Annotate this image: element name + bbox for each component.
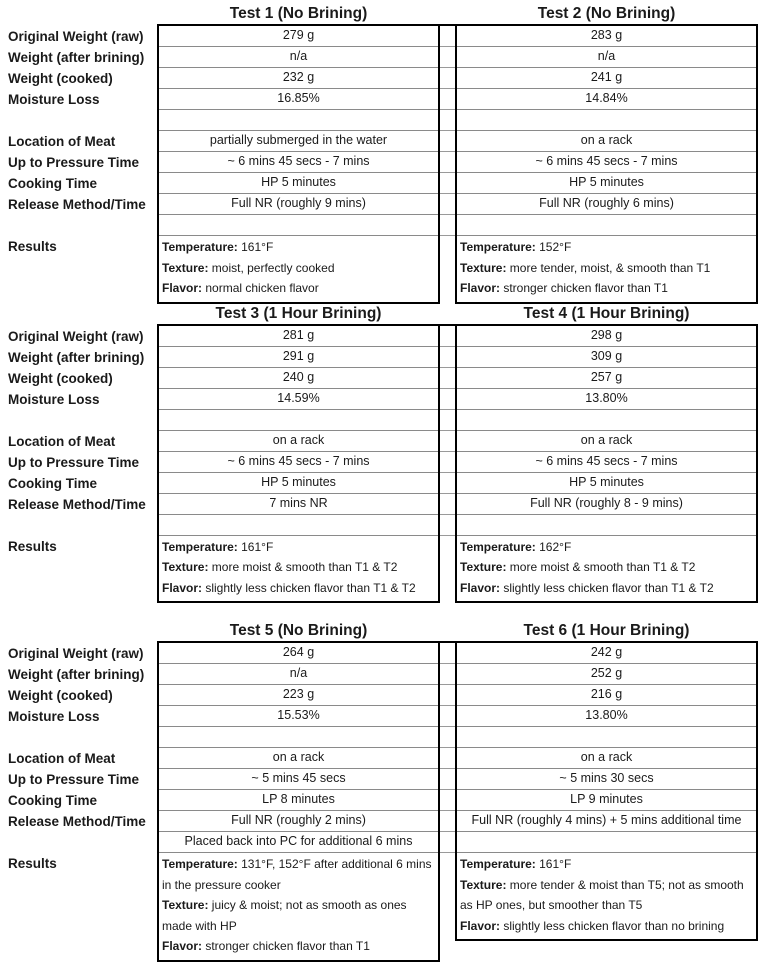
- result-field-label: Temperature:: [460, 857, 536, 871]
- row-label-column: [0, 304, 157, 557]
- spacer-gridline-cell: [440, 326, 455, 347]
- value-cell: 264 g: [159, 643, 438, 664]
- result-field-text: 131°F, 152°F after additional 6 mins in the pressure cooker: [162, 857, 432, 892]
- spacer-gridline-cell: [440, 748, 455, 769]
- spacer-gridline-cell: [440, 110, 455, 131]
- value-cell: 298 g: [457, 326, 756, 347]
- result-line: [460, 854, 754, 875]
- spacer-gridline-cell: [440, 26, 455, 47]
- result-line: [162, 278, 436, 299]
- test-title: Test 1 (No Brining): [229, 5, 368, 22]
- row-label: [0, 515, 157, 536]
- row-label: Location of Meat: [8, 134, 116, 149]
- value-cell: n/a: [159, 47, 438, 68]
- spacer-gridline-cell: [440, 89, 455, 110]
- spacer-gridline-cell: [440, 790, 455, 811]
- value-cell: on a rack: [159, 748, 438, 769]
- result-field-text: moist, perfectly cooked: [208, 260, 335, 275]
- spacer-gridline-cell: [440, 368, 455, 389]
- value-cell: LP 9 minutes: [457, 790, 756, 811]
- value-cell: ~ 6 mins 45 secs - 7 mins: [457, 152, 756, 173]
- result-field-text: 162°F: [535, 539, 572, 554]
- spacer-gridline-cell: [440, 452, 455, 473]
- result-line: [460, 557, 754, 578]
- value-cell: [457, 110, 756, 131]
- value-cell: Full NR (roughly 2 mins): [159, 811, 438, 832]
- value-cell: on a rack: [457, 131, 756, 152]
- value-cell: ~ 6 mins 45 secs - 7 mins: [159, 452, 438, 473]
- value-cell: ~ 5 mins 45 secs: [159, 769, 438, 790]
- value-cell: 252 g: [457, 664, 756, 685]
- result-field-text: slightly less chicken flavor than no brining: [500, 918, 725, 933]
- result-line: [162, 557, 436, 578]
- value-cell: HP 5 minutes: [457, 473, 756, 494]
- spacer-gridline-cell: [440, 769, 455, 790]
- row-label: Moisture Loss: [8, 709, 100, 724]
- result-field-text: stronger chicken flavor than T1: [202, 939, 370, 953]
- value-cell: 14.84%: [457, 89, 756, 110]
- value-cell: ~ 6 mins 45 secs - 7 mins: [159, 152, 438, 173]
- test-data-box: [157, 641, 440, 962]
- value-cell: n/a: [159, 664, 438, 685]
- column-spacer: [440, 324, 455, 536]
- spacer-gridline-cell: [440, 515, 455, 536]
- result-line: [460, 916, 754, 937]
- value-cell: 232 g: [159, 68, 438, 89]
- value-cell: Full NR (roughly 4 mins) + 5 mins additional time: [457, 811, 756, 832]
- result-field-text: more tender & moist than T5; not as smooth as HP ones, but smoother than T5: [460, 877, 744, 912]
- value-cell: [457, 727, 756, 748]
- row-label: [0, 215, 157, 236]
- result-line: [162, 936, 436, 957]
- results-cell: [457, 853, 756, 939]
- test-title: Test 2 (No Brining): [537, 5, 676, 22]
- value-cell: [457, 410, 756, 431]
- value-cell: 14.59%: [159, 389, 438, 410]
- result-field-label: Flavor:: [162, 939, 203, 953]
- row-label: [0, 410, 157, 431]
- test-data-box: [157, 24, 440, 304]
- result-field-label: Temperature:: [162, 240, 238, 254]
- test-title: Test 5 (No Brining): [229, 622, 368, 639]
- value-cell: 223 g: [159, 685, 438, 706]
- result-field-text: juicy & moist; not as smooth as ones made with HP: [162, 898, 407, 933]
- test-column-6: [455, 621, 758, 941]
- value-cell: n/a: [457, 47, 756, 68]
- spacer-gridline-cell: [440, 389, 455, 410]
- result-field-text: more moist & smooth than T1 & T2: [506, 560, 696, 574]
- result-field-label: Flavor:: [460, 281, 501, 295]
- result-field-text: slightly less chicken flavor than T1 & T2: [202, 580, 416, 595]
- row-label: Results: [8, 538, 57, 554]
- spacer-gridline-cell: [440, 811, 455, 832]
- results-cell: [457, 536, 756, 602]
- result-field-label: Flavor:: [460, 918, 501, 933]
- result-field-text: normal chicken flavor: [202, 281, 319, 295]
- test-data-box: [157, 324, 440, 604]
- value-cell: ~ 5 mins 30 secs: [457, 769, 756, 790]
- result-field-text: slightly less chicken flavor than T1 & T2: [500, 580, 714, 595]
- result-field-text: stronger chicken flavor than T1: [500, 281, 668, 295]
- value-cell: [159, 215, 438, 236]
- label-column-spacer: [0, 621, 157, 643]
- row-label: Results: [8, 239, 57, 254]
- result-field-label: Texture:: [460, 877, 507, 892]
- spacer-gridline-cell: [440, 431, 455, 452]
- result-line: [460, 278, 754, 299]
- value-cell: HP 5 minutes: [159, 173, 438, 194]
- result-field-text: 161°F: [237, 539, 274, 554]
- test-column-1: [157, 4, 440, 304]
- test-data-box: [455, 641, 758, 941]
- result-line: [162, 578, 436, 599]
- result-line: [162, 237, 436, 258]
- test-column-2: [455, 4, 758, 304]
- value-cell: ~ 6 mins 45 secs - 7 mins: [457, 452, 756, 473]
- value-cell: 15.53%: [159, 706, 438, 727]
- result-line: [162, 895, 436, 936]
- result-field-label: Temperature:: [162, 857, 238, 871]
- row-label: [0, 110, 157, 131]
- label-column-spacer: [0, 304, 157, 326]
- test-data-box: [455, 24, 758, 304]
- row-label: Weight (after brining): [8, 667, 145, 682]
- result-line: [162, 854, 436, 895]
- spacer-gridline-cell: [440, 727, 455, 748]
- value-cell: 13.80%: [457, 389, 756, 410]
- row-label: Weight (cooked): [8, 688, 113, 703]
- test-title: Test 4 (1 Hour Brining): [523, 304, 690, 322]
- spacer-gridline-cell: [440, 832, 455, 853]
- spacer-gridline-cell: [440, 347, 455, 368]
- value-cell: 13.80%: [457, 706, 756, 727]
- result-field-label: Texture:: [162, 560, 209, 574]
- result-line: [460, 578, 754, 599]
- value-cell: on a rack: [457, 431, 756, 452]
- spacer-gridline-cell: [440, 664, 455, 685]
- row-label: Cooking Time: [8, 475, 98, 491]
- value-cell: Full NR (roughly 9 mins): [159, 194, 438, 215]
- value-cell: [159, 410, 438, 431]
- result-field-label: Temperature:: [460, 539, 536, 554]
- row-label: Up to Pressure Time: [8, 155, 140, 170]
- spacer-gridline-cell: [440, 47, 455, 68]
- value-cell: [457, 515, 756, 536]
- value-cell: LP 8 minutes: [159, 790, 438, 811]
- row-label: Weight (cooked): [8, 370, 113, 386]
- value-cell: [457, 832, 756, 853]
- result-field-text: more tender, moist, & smooth than T1: [506, 260, 711, 275]
- result-field-label: Flavor:: [162, 580, 203, 595]
- value-cell: 240 g: [159, 368, 438, 389]
- result-line: [162, 258, 436, 279]
- row-label: Release Method/Time: [8, 496, 146, 512]
- value-cell: Full NR (roughly 6 mins): [457, 194, 756, 215]
- row-label-column: [0, 4, 157, 257]
- result-field-label: Texture:: [460, 260, 507, 275]
- row-label: Moisture Loss: [8, 92, 100, 107]
- value-cell: Placed back into PC for additional 6 mins: [159, 832, 438, 853]
- result-field-text: 152°F: [535, 240, 572, 254]
- result-line: [460, 237, 754, 258]
- value-cell: 281 g: [159, 326, 438, 347]
- value-cell: [159, 515, 438, 536]
- result-field-label: Flavor:: [460, 580, 501, 595]
- value-cell: 241 g: [457, 68, 756, 89]
- result-field-label: Texture:: [162, 260, 209, 275]
- result-field-text: 161°F: [535, 857, 572, 871]
- test-data-box: [455, 324, 758, 604]
- result-field-text: more moist & smooth than T1 & T2: [208, 560, 398, 574]
- row-label: Up to Pressure Time: [8, 454, 140, 470]
- result-field-label: Temperature:: [162, 539, 238, 554]
- results-cell: [457, 236, 756, 302]
- test-title: Test 6 (1 Hour Brining): [523, 622, 690, 639]
- column-spacer: [440, 24, 455, 236]
- value-cell: 283 g: [457, 26, 756, 47]
- value-cell: [159, 727, 438, 748]
- result-field-text: 161°F: [237, 240, 274, 254]
- spacer-gridline-cell: [440, 68, 455, 89]
- value-cell: 279 g: [159, 26, 438, 47]
- row-label: Original Weight (raw): [8, 29, 144, 44]
- row-label: Original Weight (raw): [8, 646, 144, 661]
- result-line: [162, 537, 436, 558]
- value-cell: Full NR (roughly 8 - 9 mins): [457, 494, 756, 515]
- row-label: Weight (cooked): [8, 71, 113, 86]
- spacer-gridline-cell: [440, 685, 455, 706]
- spacer-gridline-cell: [440, 152, 455, 173]
- value-cell: 216 g: [457, 685, 756, 706]
- spacer-gridline-cell: [440, 643, 455, 664]
- row-label: Moisture Loss: [8, 391, 100, 407]
- spacer-gridline-cell: [440, 410, 455, 431]
- test-column-5: [157, 621, 440, 962]
- row-label: Location of Meat: [8, 751, 116, 766]
- column-spacer: [440, 641, 455, 853]
- spacer-gridline-cell: [440, 494, 455, 515]
- test-comparison-section-1: [0, 4, 760, 304]
- results-cell: [159, 853, 438, 960]
- test-column-3: [157, 304, 440, 604]
- value-cell: 291 g: [159, 347, 438, 368]
- value-cell: 16.85%: [159, 89, 438, 110]
- value-cell: on a rack: [159, 431, 438, 452]
- test-title: Test 3 (1 Hour Brining): [215, 304, 382, 322]
- result-field-label: Flavor:: [162, 281, 203, 295]
- spacer-gridline-cell: [440, 215, 455, 236]
- value-cell: 7 mins NR: [159, 494, 438, 515]
- test-comparison-section-2: [0, 304, 760, 604]
- value-cell: 242 g: [457, 643, 756, 664]
- spacer-gridline-cell: [440, 473, 455, 494]
- value-cell: [159, 110, 438, 131]
- spacer-gridline-cell: [440, 131, 455, 152]
- value-cell: [457, 215, 756, 236]
- label-column-spacer: [0, 4, 157, 26]
- result-field-label: Texture:: [162, 898, 209, 912]
- row-label-column: [0, 621, 157, 874]
- value-cell: HP 5 minutes: [457, 173, 756, 194]
- row-label: Release Method/Time: [8, 814, 146, 829]
- row-label: Original Weight (raw): [8, 328, 144, 344]
- spacer-gridline-cell: [440, 173, 455, 194]
- result-field-label: Temperature:: [460, 240, 536, 254]
- row-label: Up to Pressure Time: [8, 772, 140, 787]
- row-label: Cooking Time: [8, 176, 98, 191]
- result-line: [460, 537, 754, 558]
- row-label: Results: [8, 856, 57, 871]
- value-cell: HP 5 minutes: [159, 473, 438, 494]
- result-line: [460, 258, 754, 279]
- row-label: Weight (after brining): [8, 50, 145, 65]
- row-label: Release Method/Time: [8, 197, 146, 212]
- test-column-4: [455, 304, 758, 604]
- row-label: Cooking Time: [8, 793, 98, 808]
- spacer-gridline-cell: [440, 194, 455, 215]
- results-cell: [159, 536, 438, 602]
- results-cell: [159, 236, 438, 302]
- row-label: Location of Meat: [8, 433, 116, 449]
- row-label: Weight (after brining): [8, 349, 145, 365]
- value-cell: partially submerged in the water: [159, 131, 438, 152]
- value-cell: 257 g: [457, 368, 756, 389]
- row-label: [0, 832, 157, 853]
- spacer-gridline-cell: [440, 706, 455, 727]
- test-comparison-section-3: [0, 621, 760, 962]
- result-field-label: Texture:: [460, 560, 507, 574]
- value-cell: on a rack: [457, 748, 756, 769]
- result-line: [460, 875, 754, 916]
- row-label: [0, 727, 157, 748]
- value-cell: 309 g: [457, 347, 756, 368]
